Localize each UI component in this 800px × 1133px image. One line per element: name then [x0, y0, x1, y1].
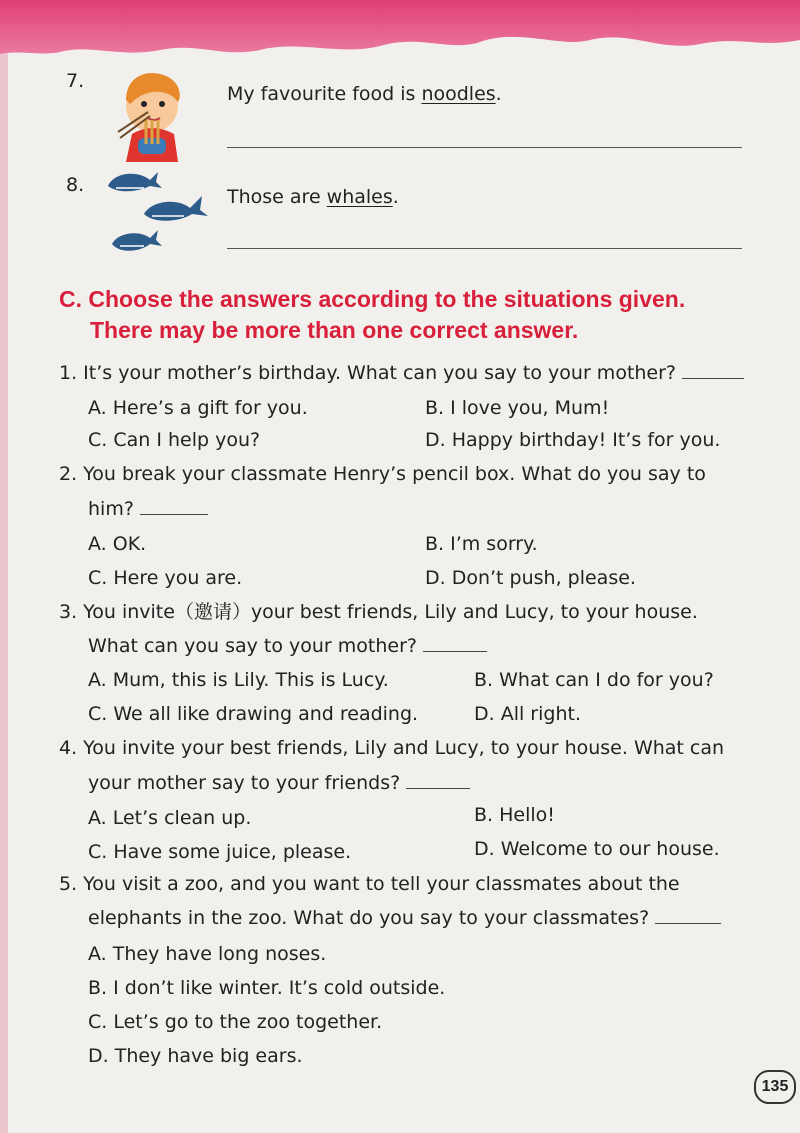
question-5-line1: 5. You visit a zoo, and you want to tell your classmates about the	[59, 873, 680, 895]
question-4-option-c[interactable]: C. Have some juice, please.	[88, 841, 352, 863]
boy-eating-noodles-icon	[108, 62, 198, 162]
question-5-option-c[interactable]: C. Let’s go to the zoo together.	[88, 1011, 383, 1033]
item-7-underlined: noodles	[421, 83, 496, 105]
item-8-text: Those are	[227, 186, 327, 208]
item-8-number: 8.	[66, 174, 85, 196]
question-5-text: elephants in the zoo. What do you say to your classmates?	[88, 907, 650, 929]
item-8-sentence	[227, 185, 399, 209]
question-1-option-a[interactable]: A. Here’s a gift for you.	[88, 397, 308, 419]
question-3-answer-blank[interactable]	[423, 637, 487, 652]
question-1-answer-blank[interactable]	[682, 364, 744, 379]
question-4-option-a[interactable]: A. Let’s clean up.	[88, 807, 252, 829]
question-4-line2	[88, 771, 470, 795]
question-4-answer-blank[interactable]	[406, 774, 470, 789]
question-1-option-b[interactable]: B. I love you, Mum!	[425, 397, 610, 419]
item-8-underlined: whales	[326, 186, 393, 208]
question-2-line1: 2. You break your classmate Henry’s pencil box. What do you say to	[59, 463, 706, 485]
section-c-heading-line1: C. Choose the answers according to the situations given.	[59, 286, 686, 312]
question-1	[59, 361, 744, 385]
question-3-option-c[interactable]: C. We all like drawing and reading.	[88, 703, 419, 725]
item-7-answer-line[interactable]	[227, 147, 742, 148]
question-4-option-d[interactable]: D. Welcome to our house.	[474, 838, 720, 860]
item-8-period: .	[392, 186, 399, 208]
question-2-option-b[interactable]: B. I’m sorry.	[425, 533, 538, 555]
item-8-answer-line[interactable]	[227, 248, 742, 249]
question-1-text: 1. It’s your mother’s birthday. What can you say to your mother?	[59, 362, 677, 384]
item-7-period: .	[495, 83, 502, 105]
item-7-number: 7.	[66, 70, 85, 92]
question-3-option-b[interactable]: B. What can I do for you?	[474, 669, 714, 691]
question-4-line1: 4. You invite your best friends, Lily and Lucy, to your house. What can	[59, 737, 725, 759]
question-5-line2	[88, 906, 721, 930]
question-3-line2	[88, 634, 487, 658]
question-2-option-d[interactable]: D. Don’t push, please.	[425, 567, 636, 589]
page-number: 135	[754, 1070, 796, 1104]
page-binding-edge	[0, 0, 8, 1133]
question-3-line1: 3. You invite（邀请）your best friends, Lily and Lucy, to your house.	[59, 601, 698, 623]
question-3-option-a[interactable]: A. Mum, this is Lily. This is Lucy.	[88, 669, 389, 691]
question-2-line2	[88, 497, 208, 521]
whales-icon	[104, 166, 214, 266]
section-c-heading-line2: There may be more than one correct answer.	[90, 317, 579, 343]
question-2-option-c[interactable]: C. Here you are.	[88, 567, 243, 589]
question-4-text: your mother say to your friends?	[88, 772, 401, 794]
question-1-option-d[interactable]: D. Happy birthday! It’s for you.	[425, 429, 721, 451]
question-1-option-c[interactable]: C. Can I help you?	[88, 429, 261, 451]
question-2-text: him?	[88, 498, 134, 520]
question-2-option-a[interactable]: A. OK.	[88, 533, 147, 555]
question-5-option-a[interactable]: A. They have long noses.	[88, 943, 327, 965]
question-2-answer-blank[interactable]	[140, 500, 208, 515]
question-3-option-d[interactable]: D. All right.	[474, 703, 581, 725]
question-4-option-b[interactable]: B. Hello!	[474, 804, 555, 826]
item-7-sentence	[227, 82, 502, 106]
item-7-text: My favourite food is	[227, 83, 422, 105]
question-3-text: What can you say to your mother?	[88, 635, 417, 657]
question-5-option-d[interactable]: D. They have big ears.	[88, 1045, 303, 1067]
question-5-answer-blank[interactable]	[655, 909, 721, 924]
question-5-option-b[interactable]: B. I don’t like winter. It’s cold outside.	[88, 977, 446, 999]
